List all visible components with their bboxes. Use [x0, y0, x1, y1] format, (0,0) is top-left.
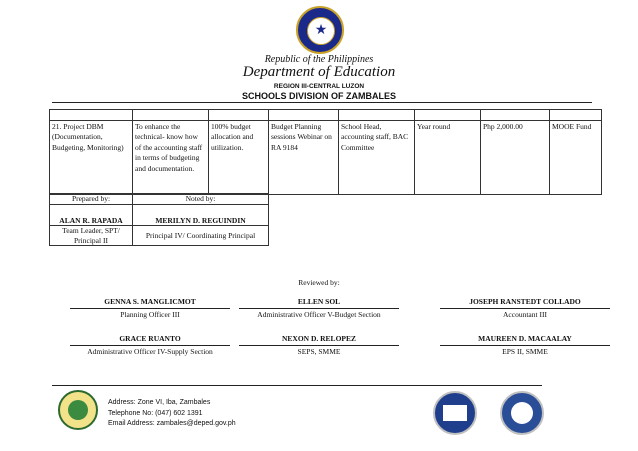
noted-title: Principal IV/ Coordinating Principal	[133, 226, 269, 246]
prepared-noted-table	[49, 193, 269, 246]
department-title: Department of Education	[242, 64, 396, 80]
reviewer-name: ELLEN SOL	[239, 297, 399, 309]
reviewed-by-label: Reviewed by:	[298, 278, 340, 287]
reviewer-title: Planning Officer III	[120, 309, 180, 319]
table-header-row	[50, 110, 602, 121]
region-label: REGION III-CENTRAL LUZON	[273, 83, 365, 90]
email-text: Email Address: zambales@deped.gov.ph	[108, 420, 236, 427]
iqnet-certification-icon	[433, 391, 477, 435]
republic-label: Republic of the Philippines	[264, 54, 374, 65]
reviewer-title: EPS II, SMME	[502, 346, 548, 356]
reviewer-title: Administrative Officer V-Budget Section	[257, 309, 381, 319]
reviewer-title: SEPS, SMME	[297, 346, 341, 356]
activity-cell: Budget Planning sessions Webinar on RA 9184	[269, 121, 339, 195]
reviewer-name: GRACE RUANTO	[70, 334, 230, 346]
objective-cell: To enhance the technical- know how of the accounting staff in terms of budgeting and documentation.	[133, 121, 209, 195]
address-text: Address: Zone VI, Iba, Zambales	[108, 399, 211, 406]
reviewer-title: Administrative Officer IV-Supply Section	[87, 346, 213, 356]
budget-cell: Php 2,000.00	[481, 121, 550, 195]
reviewer-block	[440, 297, 610, 319]
division-seal-icon	[58, 390, 98, 430]
prepared-title: Team Leader, SPT/ Principal II	[50, 226, 133, 246]
prepared-name: ALAN R. RAPADA	[50, 216, 133, 226]
time-frame-cell: Year round	[415, 121, 481, 195]
action-plan-table	[49, 109, 602, 195]
reviewer-block	[70, 334, 230, 356]
reviewer-block	[239, 334, 399, 356]
reviewer-title: Accountant III	[503, 309, 547, 319]
telephone-text: Telephone No: (047) 602 1391	[108, 409, 203, 417]
noted-name: MERILYN D. REGUINDIN	[133, 216, 269, 226]
header-divider	[52, 102, 592, 103]
reviewer-block	[440, 334, 610, 356]
deped-seal-icon: ★	[296, 6, 344, 54]
source-cell: MOOE Fund	[550, 121, 602, 195]
table-row	[50, 121, 602, 195]
program-cell: 21. Project DBM (Documentation, Budgeting, Monitoring)	[50, 121, 133, 195]
prepared-by-label: Prepared by:	[50, 194, 133, 205]
tuv-certification-icon	[500, 391, 544, 435]
success-indicator-cell: 100% budget allocation and utilization.	[209, 121, 269, 195]
reviewer-block	[70, 297, 230, 319]
division-label: SCHOOLS DIVISION OF ZAMBALES	[241, 91, 396, 101]
reviewer-name: GENNA S. MANGLICMOT	[70, 297, 230, 309]
reviewer-name: NEXON D. RELOPEZ	[239, 334, 399, 346]
persons-involved-cell: School Head, accounting staff, BAC Committee	[339, 121, 415, 195]
reviewer-block	[239, 297, 399, 319]
reviewer-name: JOSEPH RANSTEDT COLLADO	[440, 297, 610, 309]
reviewer-name: MAUREEN D. MACAALAY	[440, 334, 610, 346]
noted-by-label: Noted by:	[133, 194, 269, 205]
footer-divider	[52, 385, 542, 386]
footer-contact	[108, 398, 236, 430]
